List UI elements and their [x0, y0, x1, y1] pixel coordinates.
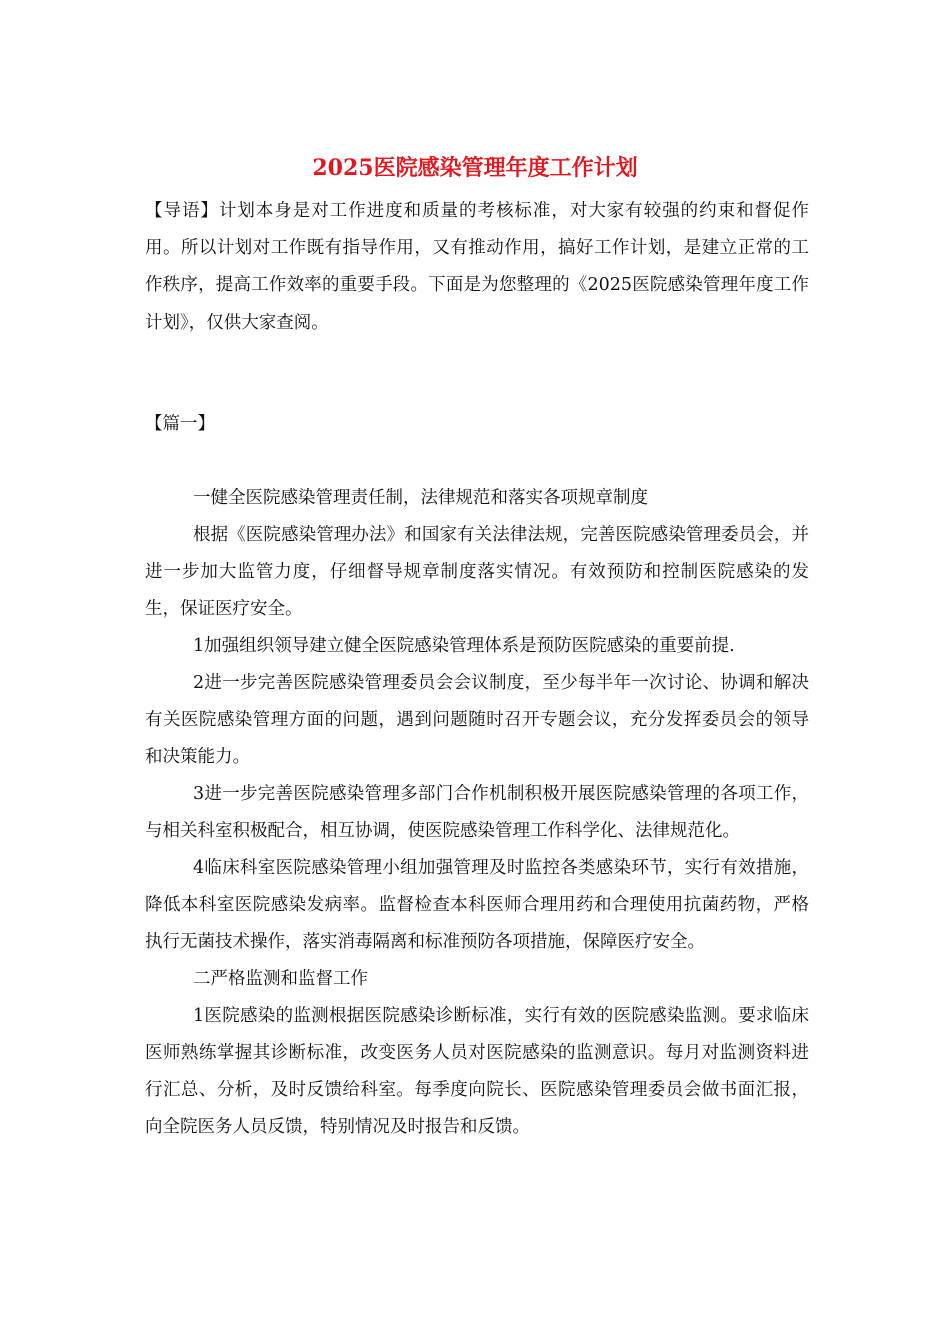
- body-paragraph: 2进一步完善医院感染管理委员会会议制度，至少每半年一次讨论、协调和解决有关医院感染管理方面的问题，遇到问题随时召开专题会议，充分发挥委员会的领导和决策能力。: [145, 673, 809, 767]
- body-paragraph: 1医院感染的监测根据医院感染诊断标准，实行有效的医院感染监测。要求临床医师熟练掌握其诊断标准，改变医务人员对医院感染的监测意识。每月对监测资料进行汇总、分析，及时反馈给科室。每季度向院长、医院感染管理委员会做书面汇报，向全院医务人员反馈，特别情况及时报告和反馈。: [145, 1006, 809, 1137]
- body-paragraph: 根据《医院感染管理办法》和国家有关法律法规，完善医院感染管理委员会，并进一步加大监管力度，仔细督导规章制度落实情况。有效预防和控制医院感染的发生，保证医疗安全。: [145, 525, 809, 619]
- section-heading: 【篇一】: [145, 414, 215, 434]
- body-paragraph: 二严格监测和监督工作: [193, 969, 368, 989]
- body-paragraph: 一健全医院感染管理责任制，法律规范和落实各项规章制度: [193, 488, 648, 508]
- intro-paragraph: 【导语】计划本身是对工作进度和质量的考核标准，对大家有较强的约束和督促作用。所以计划对工作既有指导作用，又有推动作用，搞好工作计划，是建立正常的工作秩序，提高工作效率的重要手段。下面是为您整理的《2025医院感染管理年度工作计划》，仅供大家查阅。: [145, 201, 809, 333]
- body-paragraph: 4临床科室医院感染管理小组加强管理及时监控各类感染环节，实行有效措施，降低本科室医院感染发病率。监督检查本科医师合理用药和合理使用抗菌药物，严格执行无菌技术操作，落实消毒隔离和标准预防各项措施，保障医疗安全。: [145, 858, 809, 952]
- body-paragraph: 1加强组织领导建立健全医院感染管理体系是预防医院感染的重要前提.: [193, 636, 735, 656]
- body-paragraph: 3进一步完善医院感染管理多部门合作机制积极开展医院感染管理的各项工作，与相关科室积极配合，相互协调，使医院感染管理工作科学化、法律规范化。: [145, 784, 809, 841]
- document-title: 2025医院感染管理年度工作计划: [312, 155, 638, 181]
- document-body: [145, 480, 809, 1146]
